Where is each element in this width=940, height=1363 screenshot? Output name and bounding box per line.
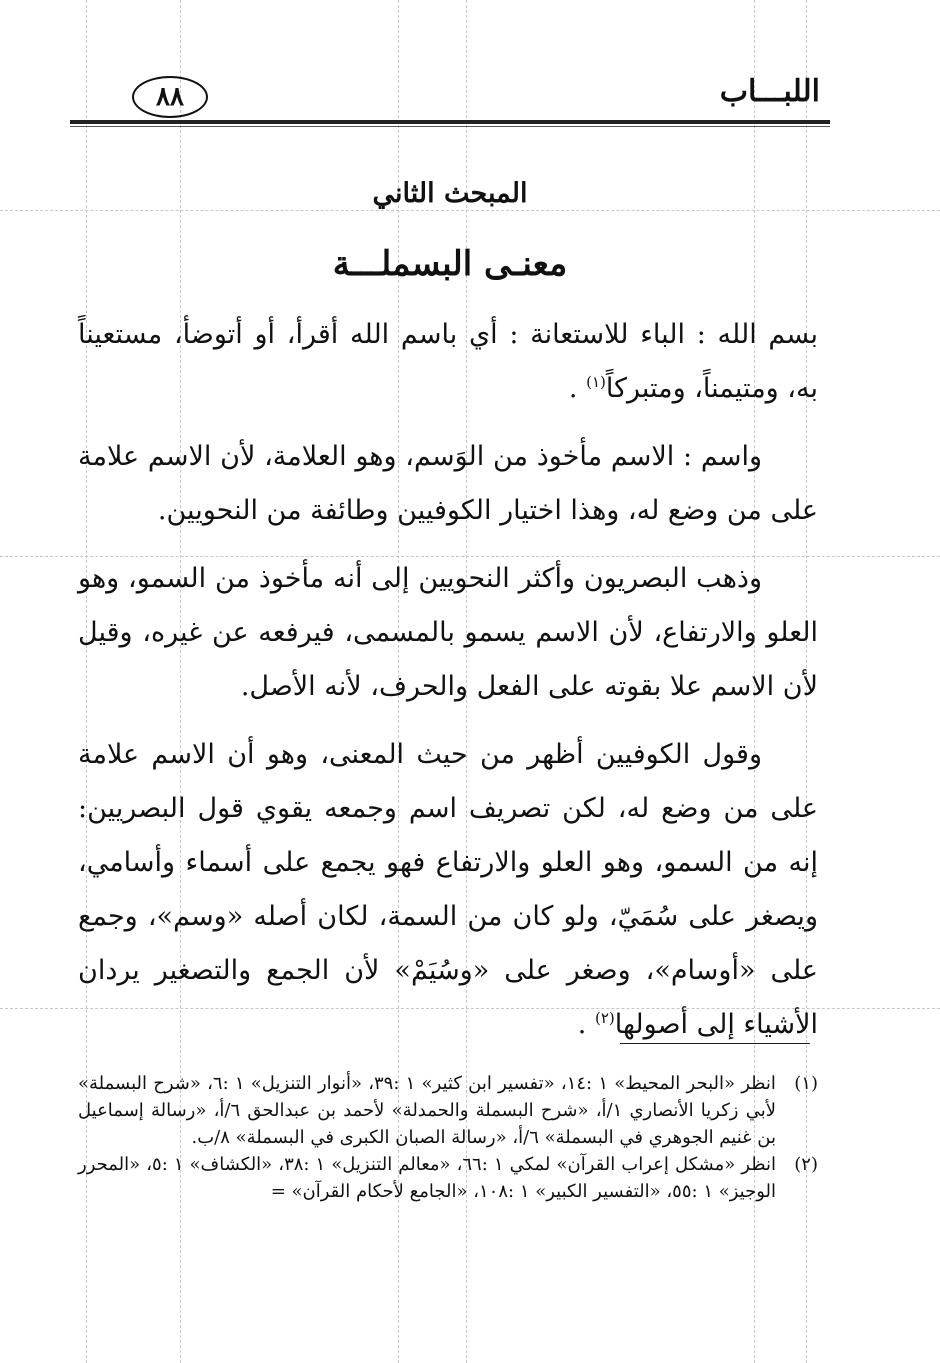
guide-line [0,210,940,211]
footnote-text: انظر «البحر المحيط» ١ :١٤، «تفسير ابن كثير» ١ :٣٩، «أنوار التنزيل» ١ :٦، «شرح البسملة» لأبي زكريا الأنصاري ١/أ، «شرح البسملة والحمدلة» لأحمد بن عبدالحق ٦/أ، «رسالة إسماعيل بن غنيم الجوهري في البسملة» ٦/أ، «رسالة الصبان الكبرى في البسملة» ٨/ب. [78,1073,776,1148]
body-text [78,308,818,1066]
page-number: ٨٨ [132,76,208,118]
paragraph [78,728,818,1052]
paragraph-text: بسم الله : الباء للاستعانة : أي باسم الله أقرأ، أو أتوضأ، مستعيناً به، ومتيمناً، ومتبركاً [78,319,818,404]
footnote-number: (٢) [794,1154,818,1175]
page-header [70,70,830,122]
paragraph-end: . [568,373,578,404]
header-rule-thin [70,126,830,127]
footnote [78,1070,818,1151]
paragraph: وذهب البصريون وأكثر النحويين إلى أنه مأخوذ من السمو، وهو العلو والارتفاع، لأن الاسم يسمو بالمسمى، فيرفعه عن غيره، وقيل لأن الاسم علا بقوته على الفعل والحرف، لأنه الأصل. [78,563,818,702]
section-heading: المبحث الثاني [372,178,528,209]
footnotes [78,1070,818,1205]
footnote-separator [620,1043,810,1044]
paragraph [78,308,818,416]
footnote-number: (١) [794,1073,818,1094]
footnote [78,1151,818,1205]
running-title: اللبـــاب [719,74,820,109]
footnote-ref[interactable]: (٢) [594,1009,615,1027]
header-rule [70,120,830,124]
footnote-ref[interactable]: (١) [586,373,606,391]
paragraph-end: . [577,1009,587,1040]
footnote-text: انظر «مشكل إعراب القرآن» لمكي ١ :٦٦، «معالم التنزيل» ١ :٣٨، «الكشاف» ١ :٥، «المحرر الوجيز» ١ :٥٥، «التفسير الكبير» ١ :١٠٨، «الجامع لأحكام القرآن» = [78,1154,776,1202]
paragraph: واسم : الاسم مأخوذ من الوَسم، وهو العلامة، لأن الاسم علامة على من وضع له، وهذا اختيار الكوفيين وطائفة من النحويين. [78,441,818,526]
chapter-title: معنـى البسملـــة [332,244,568,284]
paragraph-text: وقول الكوفيين أظهر من حيث المعنى، وهو أن الاسم علامة على من وضع له، لكن تصريف اسم وجمعه يقوي قول البصريين: إنه من السمو، وهو العلو والارتفاع فهو يجمع على أسماء وأسامي، ويصغر على سُمَيّ، ولو كان من السمة، لكان أصله «وسم»، وجمع على «أوسام»، وصغر على «وسُيَمْ» لأن الجمع والتصغير يردان الأشياء إلى أصولها [78,739,818,1040]
